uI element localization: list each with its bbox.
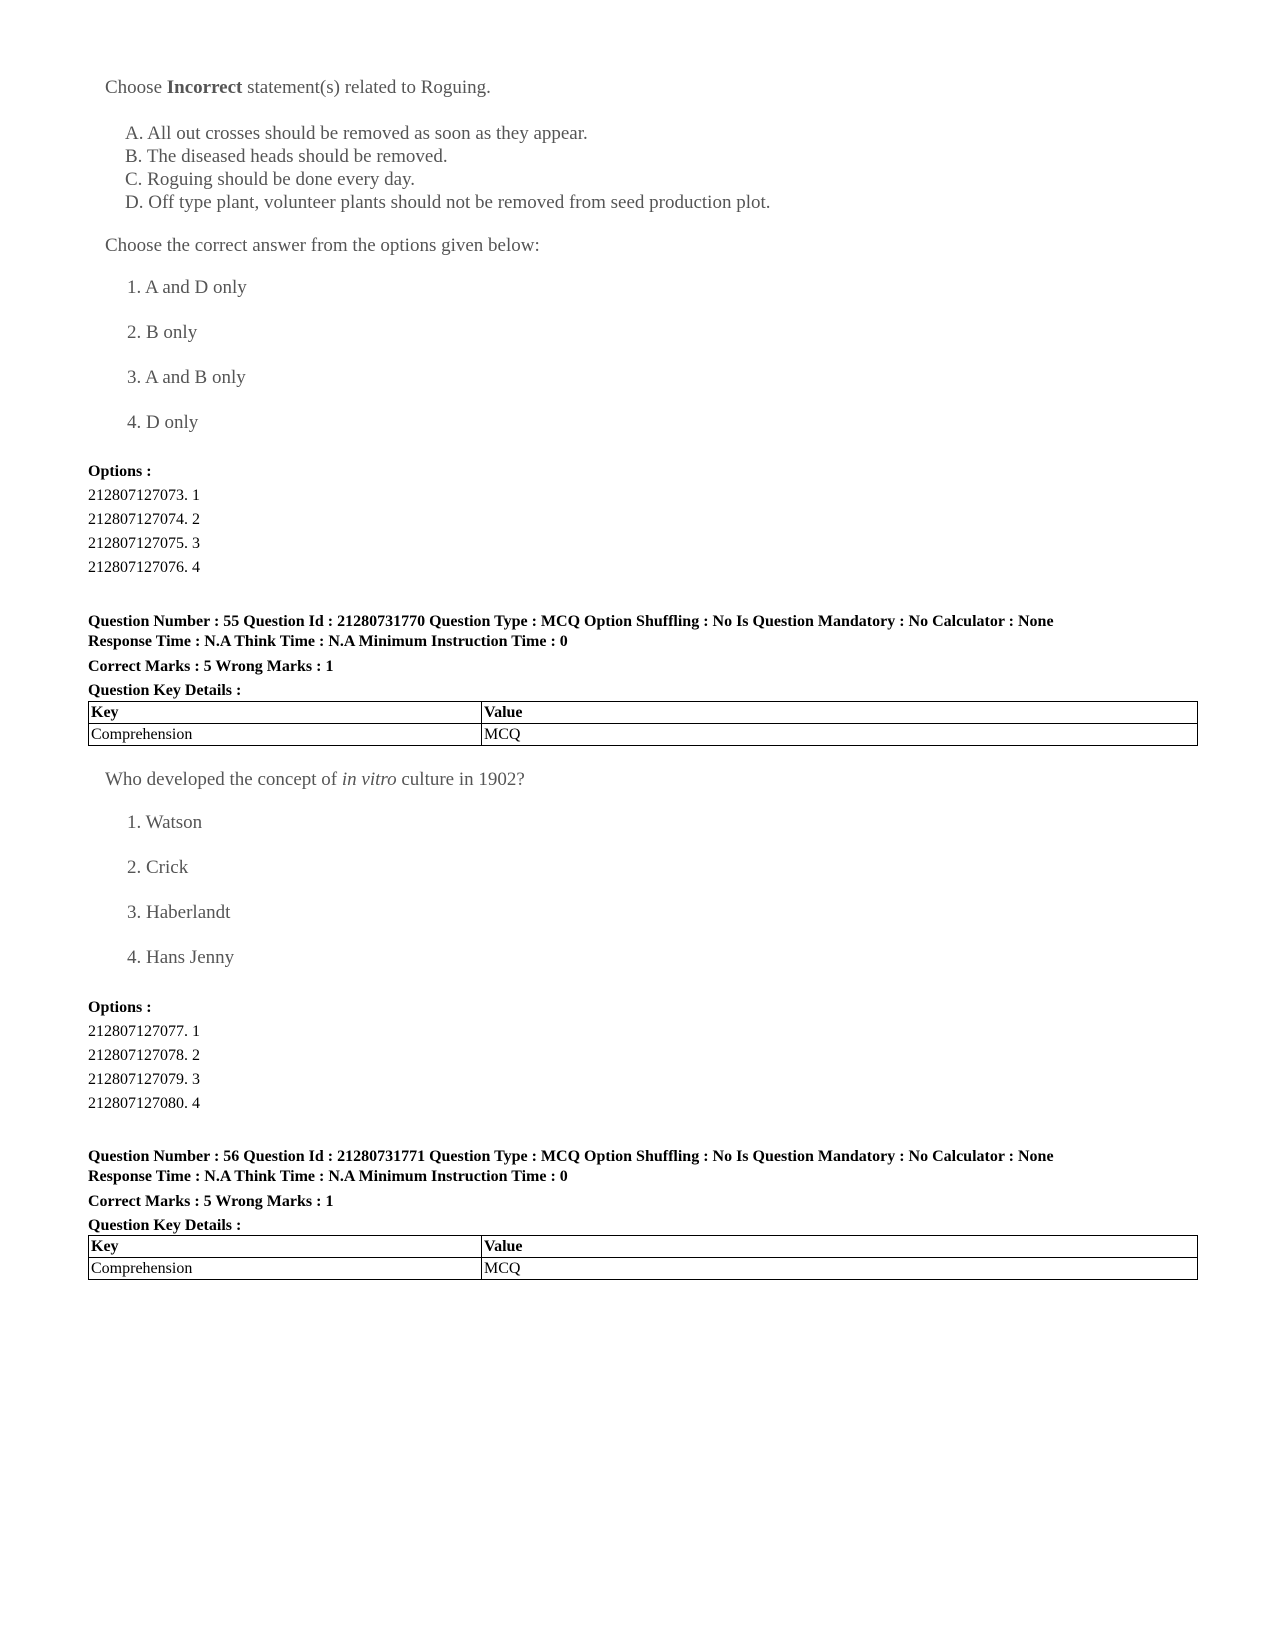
q55-option-2: 212807127078. 2 [88,1047,200,1064]
q54-stem-post: statement(s) related to Roguing. [242,77,491,98]
table-header-value: Value [482,702,1198,724]
q54-choices [127,276,1005,456]
q54-options [88,460,200,580]
q55-choice-3: 3. Haberlandt [127,902,231,923]
table-row [89,1258,1198,1280]
q55-stem-pre: Who developed the concept of [105,769,342,790]
q55-meta-line2: Response Time : N.A Think Time : N.A Minimum Instruction Time : 0 [88,633,568,650]
q55-question-block [105,768,1005,991]
q55-stem [105,768,1005,792]
q56-key-table [88,1235,1198,1280]
q55-option-3: 212807127079. 3 [88,1071,200,1088]
q54-statement-d: D. Off type plant, volunteer plants should not be removed from seed production plot. [125,192,771,213]
q55-choice-4: 4. Hans Jenny [127,947,235,968]
q55-stem-post: culture in 1902? [396,769,525,790]
q54-choice-2: 2. B only [127,322,198,343]
q55-options-label: Options : [88,999,152,1016]
q56-meta-line2: Response Time : N.A Think Time : N.A Minimum Instruction Time : 0 [88,1168,568,1185]
q55-choice-2: 2. Crick [127,857,189,878]
table-header-row [89,702,1198,724]
table-cell-value: MCQ [482,724,1198,746]
q55-stem-italic: in vitro [341,769,397,790]
table-header-key: Key [89,1236,482,1258]
q54-option-2: 212807127074. 2 [88,511,200,528]
q54-choice-4: 4. D only [127,412,199,433]
q55-option-1: 212807127077. 1 [88,1023,200,1040]
q54-option-3: 212807127075. 3 [88,535,200,552]
q55-meta-line1: Question Number : 55 Question Id : 21280731770 Question Type : MCQ Option Shuffling : No Is Question Mandatory : No Calculator : None [88,613,1054,630]
q54-instruction: Choose the correct answer from the options given below: [105,235,540,256]
table-cell-key: Comprehension [89,1258,482,1280]
q55-choice-1: 1. Watson [127,812,203,833]
q56-marks: Correct Marks : 5 Wrong Marks : 1 [88,1193,334,1210]
q55-meta [88,612,1188,703]
q54-question-block [105,76,1005,456]
q54-options-label: Options : [88,463,152,480]
q54-statement-a: A. All out crosses should be removed as soon as they appear. [125,123,588,144]
q54-option-4: 212807127076. 4 [88,559,200,576]
table-row [89,724,1198,746]
q55-key-details-label: Question Key Details : [88,682,242,699]
q54-option-1: 212807127073. 1 [88,487,200,504]
table-header-key: Key [89,702,482,724]
q54-choice-1: 1. A and D only [127,277,247,298]
q54-choice-3: 3. A and B only [127,367,246,388]
table-header-value: Value [482,1236,1198,1258]
q55-option-4: 212807127080. 4 [88,1095,200,1112]
table-cell-value: MCQ [482,1258,1198,1280]
table-cell-key: Comprehension [89,724,482,746]
q54-statements [125,122,1005,214]
q54-stem [105,76,1005,100]
q55-marks: Correct Marks : 5 Wrong Marks : 1 [88,658,334,675]
q54-statement-b: B. The diseased heads should be removed. [125,146,448,167]
table-header-row [89,1236,1198,1258]
q56-meta-line1: Question Number : 56 Question Id : 21280731771 Question Type : MCQ Option Shuffling : No Is Question Mandatory : No Calculator : None [88,1148,1054,1165]
q55-choices [127,811,1005,991]
q55-key-table [88,701,1198,746]
q56-key-details-label: Question Key Details : [88,1217,242,1234]
q54-statement-c: C. Roguing should be done every day. [125,169,416,190]
q54-stem-bold: Incorrect [166,77,243,98]
q54-stem-pre: Choose [105,77,167,98]
q56-meta [88,1147,1188,1238]
q55-options [88,996,200,1116]
